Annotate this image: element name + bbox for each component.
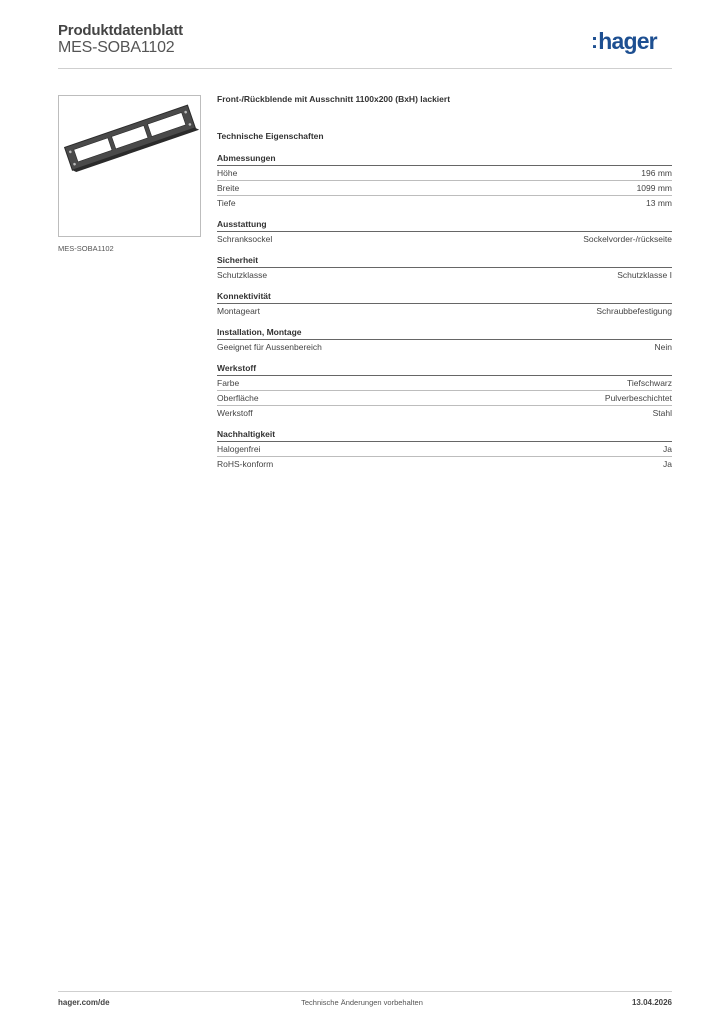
- property-label: Schutzklasse: [217, 270, 268, 280]
- property-row: [217, 376, 672, 391]
- product-image: [58, 95, 201, 237]
- property-value: 1099 mm: [636, 183, 672, 193]
- section-title: Konnektivität: [217, 289, 672, 304]
- section-nachhaltigkeit: [217, 427, 672, 471]
- product-details: [217, 92, 672, 478]
- property-value: 13 mm: [646, 198, 672, 208]
- section-title: Werkstoff: [217, 361, 672, 376]
- property-label: Breite: [217, 183, 240, 193]
- section-konnektivitaet: [217, 289, 672, 318]
- property-value: Ja: [663, 459, 672, 469]
- property-row: [217, 391, 672, 406]
- section-title: Abmessungen: [217, 151, 672, 166]
- footer-date: 13.04.2026: [631, 998, 672, 1007]
- logo-text: hager: [598, 28, 657, 54]
- property-value: Stahl: [652, 408, 672, 418]
- property-row: [217, 181, 672, 196]
- property-row: [217, 166, 672, 181]
- section-installation: [217, 325, 672, 354]
- property-label: Oberfläche: [217, 393, 259, 403]
- section-werkstoff: [217, 361, 672, 420]
- property-label: Werkstoff: [217, 408, 253, 418]
- property-row: [217, 406, 672, 420]
- property-label: Montageart: [217, 306, 260, 316]
- property-label: Farbe: [217, 378, 240, 388]
- section-title: Installation, Montage: [217, 325, 672, 340]
- property-row: [217, 340, 672, 354]
- property-value: Pulverbeschichtet: [604, 393, 672, 403]
- property-row: [217, 196, 672, 210]
- footer-notice: Technische Änderungen vorbehalten: [301, 998, 423, 1007]
- property-value: Ja: [663, 444, 672, 454]
- section-title: Sicherheit: [217, 253, 672, 268]
- document-title: Produktdatenblatt: [58, 22, 183, 39]
- property-value: Nein: [654, 342, 672, 352]
- product-description: Front-/Rückblende mit Ausschnitt 1100x200 (BxH) lackiert: [217, 94, 451, 104]
- property-label: Halogenfrei: [217, 444, 261, 454]
- property-label: Schranksockel: [217, 234, 273, 244]
- property-label: Tiefe: [217, 198, 236, 208]
- property-row: [217, 457, 672, 471]
- section-ausstattung: [217, 217, 672, 246]
- property-row: [217, 268, 672, 282]
- property-value: Tiefschwarz: [626, 378, 672, 388]
- property-value: 196 mm: [641, 168, 672, 178]
- footer-website-link[interactable]: hager.com/de: [58, 998, 110, 1007]
- footer-divider: [58, 991, 672, 992]
- property-row: [217, 442, 672, 457]
- section-abmessungen: [217, 151, 672, 210]
- property-row: [217, 304, 672, 318]
- property-value: Schraubbefestigung: [596, 306, 672, 316]
- header-divider: [58, 68, 672, 69]
- section-title: Ausstattung: [217, 217, 672, 232]
- property-label: Höhe: [217, 168, 238, 178]
- product-drawing: [59, 96, 200, 236]
- property-row: [217, 232, 672, 246]
- hager-logo: :hager: [591, 28, 657, 54]
- section-title: Nachhaltigkeit: [217, 427, 672, 442]
- property-value: Schutzklasse I: [617, 270, 672, 280]
- article-number: MES-SOBA1102: [58, 39, 175, 56]
- image-caption: MES-SOBA1102: [58, 244, 114, 253]
- properties-heading: Technische Eigenschaften: [217, 131, 324, 141]
- property-label: Geeignet für Aussenbereich: [217, 342, 322, 352]
- property-value: Sockelvorder-/rückseite: [583, 234, 672, 244]
- section-sicherheit: [217, 253, 672, 282]
- property-label: RoHS-konform: [217, 459, 274, 469]
